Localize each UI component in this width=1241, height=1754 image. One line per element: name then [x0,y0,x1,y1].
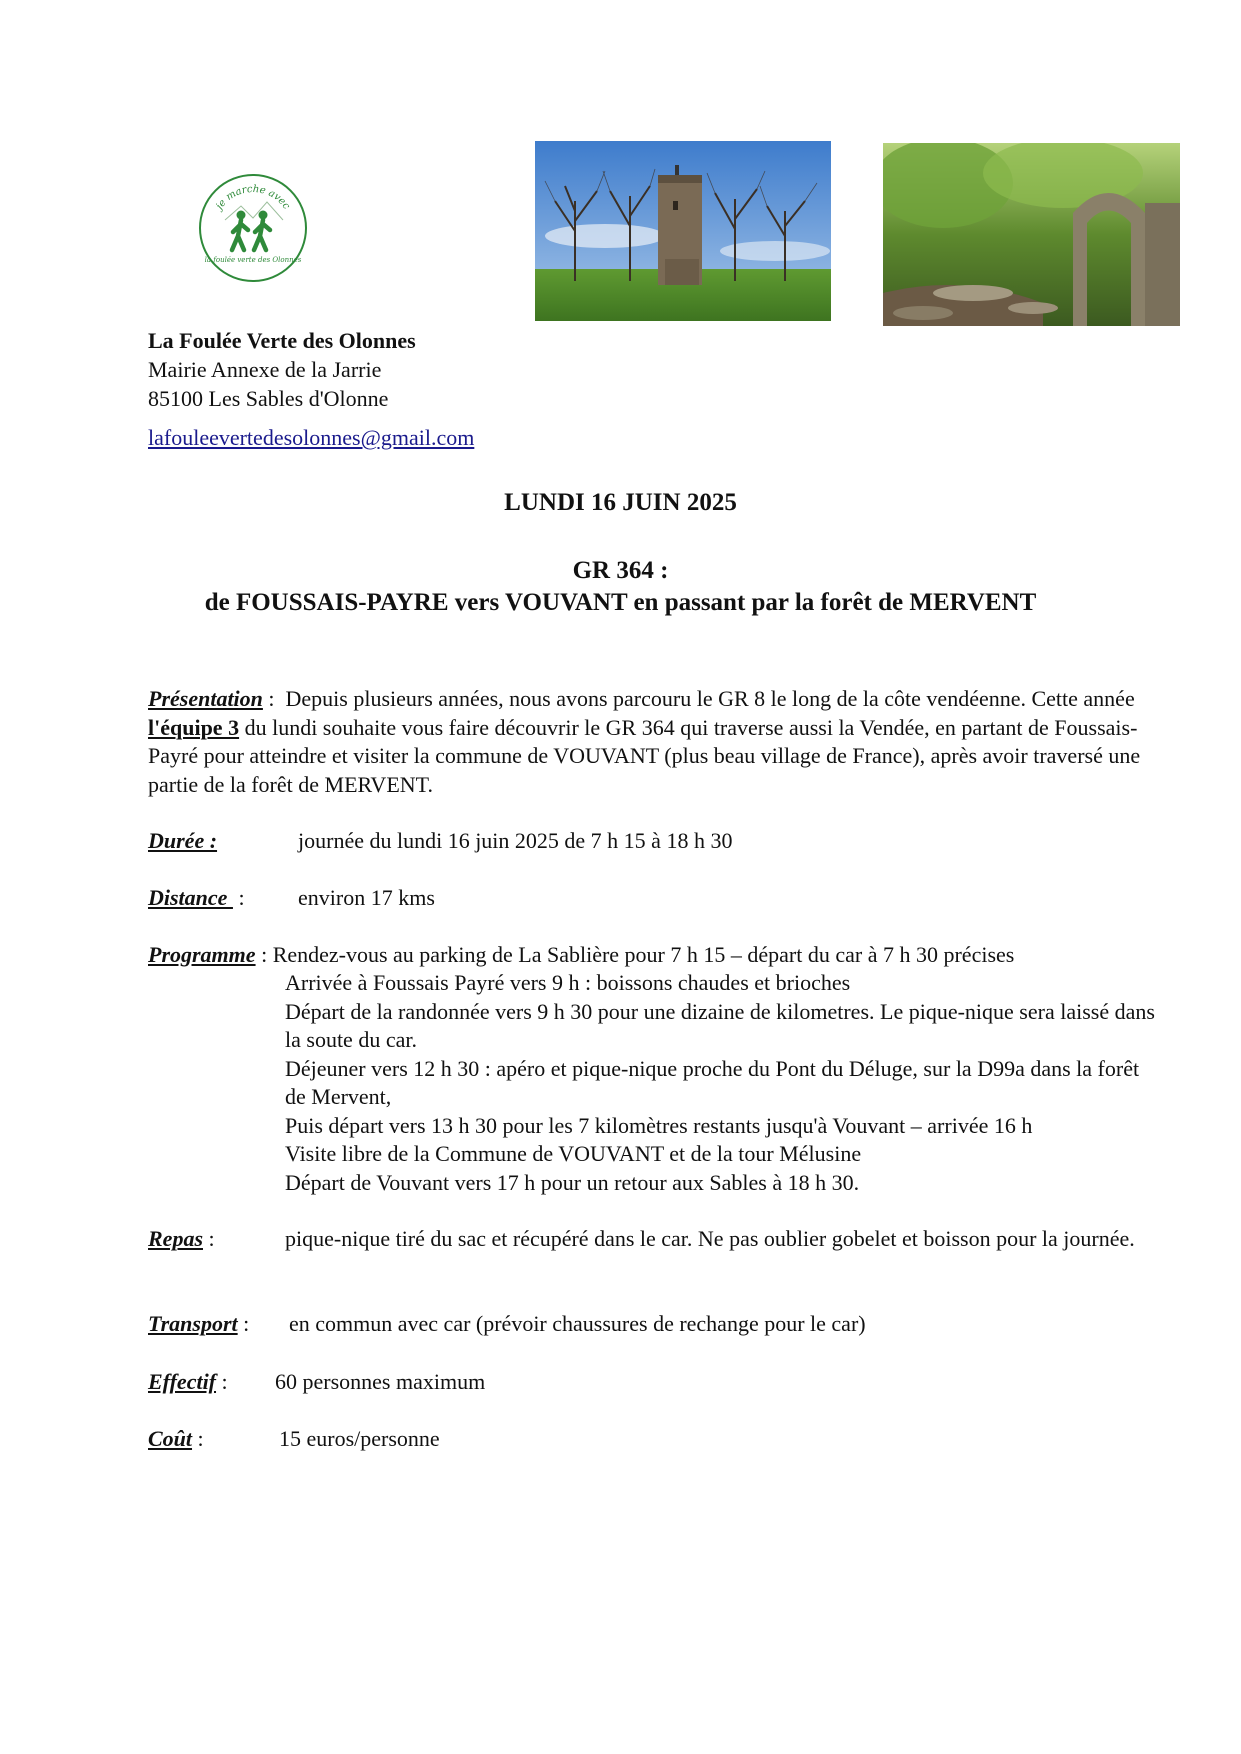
effectif-label: Effectif [148,1369,217,1394]
event-date-heading: LUNDI 16 JUIN 2025 [504,489,737,516]
address-line-2: 85100 Les Sables d'Olonne [148,386,389,411]
distance-row [148,884,245,913]
programme-line: Visite libre de la Commune de VOUVANT et de la tour Mélusine [285,1141,862,1166]
effectif-sep: : [216,1369,228,1394]
repas-row [148,1225,215,1254]
presentation-sep: : [262,686,286,711]
distance-label: Distance [148,885,233,910]
presentation-text-1: Depuis plusieurs années, nous avons parcouru le GR 8 le long de la côte vendéenne. Cette année [285,686,1135,711]
cout-sep: : [192,1426,204,1451]
programme-line: Départ de Vouvant vers 17 h pour un retour aux Sables à 18 h 30. [285,1169,860,1195]
programme-line: Départ de la randonnée vers 9 h 30 pour une dizaine de kilometres. Le pique-nique sera laissé dans la soute du car. [285,998,1155,1052]
presentation-paragraph [148,685,1158,799]
cout-value: 15 euros/personne [279,1426,440,1451]
programme-line: Puis départ vers 13 h 30 pour les 7 kilomètres restants jusqu'à Vouvant – arrivée 16 h [285,1112,1033,1138]
route-heading: de FOUSSAIS-PAYRE vers VOUVANT en passant par la forêt de MERVENT [204,589,1037,616]
logo-bottom-text: la foulée verte des Olonnes [204,256,302,264]
transport-row [148,1310,249,1339]
programme-sep: : [255,942,273,967]
tower-photo [535,141,831,321]
presentation-label: Présentation [148,686,263,711]
duree-value: journée du lundi 16 juin 2025 de 7 h 15 à 18 h 30 [298,828,733,853]
transport-sep: : [237,1311,250,1336]
programme-label: Programme [148,942,256,967]
organization-name: La Foulée Verte des Olonnes [148,328,416,353]
programme-line: Déjeuner vers 12 h 30 : apéro et pique-nique proche du Pont du Déluge, sur la D99a dans la forêt de Mervent, [285,1055,1140,1109]
programme-first-line: Rendez-vous au parking de La Sablière pour 7 h 15 – départ du car à 7 h 30 précises [272,942,1015,967]
repas-value: pique-nique tiré du sac et récupéré dans le car. Ne pas oublier gobelet et boisson pour la journée. [285,1226,1135,1251]
cout-label: Coût [148,1426,193,1451]
logo-top-text: je marche avec [214,183,292,212]
duree-label: Durée : [148,828,218,853]
distance-sep: : [232,885,245,910]
trail-heading: GR 364 : [572,557,669,584]
team-name: l'équipe 3 [148,714,240,740]
programme-line: Arrivée à Foussais Payré vers 9 h : boissons chaudes et brioches [285,970,851,995]
organization-address [148,326,416,413]
effectif-row [148,1368,228,1397]
distance-value: environ 17 kms [298,885,435,910]
forest-photo [883,143,1180,326]
email-link[interactable]: lafouleevertedesolonnes@gmail.com [148,425,475,450]
address-line-1: Mairie Annexe de la Jarrie [148,357,382,382]
programme-row [148,941,1158,970]
repas-label: Repas [148,1226,203,1251]
programme-lines [285,969,1165,1197]
repas-sep: : [203,1226,215,1251]
club-logo [197,172,309,284]
transport-value: en commun avec car (prévoir chaussures de rechange pour le car) [289,1311,866,1336]
cout-row [148,1425,204,1454]
presentation-text-2: du lundi souhaite vous faire découvrir le GR 364 qui traverse aussi la Vendée, en partant de Foussais-Payré pour atteindre et visiter la commune de VOUVANT (plus beau village de France), après avoir traversé une partie de la forêt de MERVENT. [148,714,1141,797]
duree-row [148,827,217,856]
effectif-value: 60 personnes maximum [275,1369,486,1394]
transport-label: Transport [148,1311,238,1336]
